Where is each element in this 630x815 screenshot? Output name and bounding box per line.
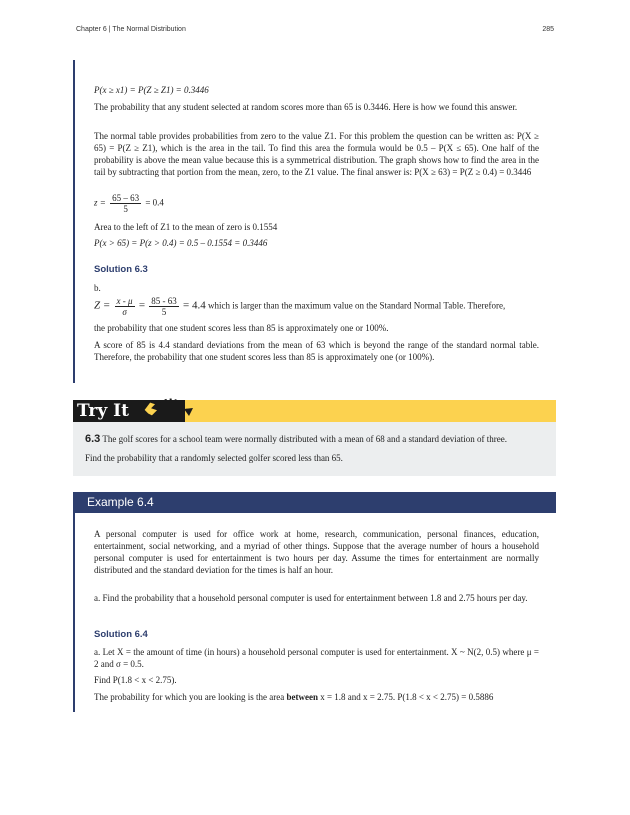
z-score-equation (94, 193, 539, 214)
solution-6-4-answer (94, 691, 539, 703)
try-it-box (73, 422, 556, 476)
paragraph-standard-deviations: A score of 85 is 4.4 standard deviations from the mean of 63 which is beyond the range of the standard normal table. Therefore, the probability that one student scores less than 85 is approximately one (or 100%). (94, 340, 539, 362)
example-side-bar (73, 513, 75, 712)
formula-fraction (115, 296, 135, 317)
example-question-a: a. Find the probability that a household personal computer is used for entertainment between 1.8 and 2.75 hours per day. (94, 593, 528, 603)
try-it-text: Try It (77, 401, 129, 421)
try-it-problem (85, 433, 545, 445)
paragraph-prob-one: the probability that one student scores less than 85 is approximately one or 100%. (94, 323, 389, 333)
z-lhs: z = (94, 197, 106, 208)
try-it-text-1: The golf scores for a school team were normally distributed with a mean of 68 and a standard deviation of three. (102, 434, 508, 444)
z-fraction (110, 193, 141, 214)
section-side-bar (73, 60, 75, 383)
z-score-equation-2 (94, 296, 539, 317)
solution-6-4-heading: Solution 6.4 (94, 629, 148, 640)
try-it-text-2: Find the probability that a randomly selected golfer scored less than 65. (85, 453, 343, 463)
z-numerator: 65 – 63 (112, 193, 140, 203)
z-label: Z = (94, 299, 111, 312)
z-denominator: 5 (123, 204, 128, 214)
try-it-arrow-icon (138, 396, 198, 424)
running-header-chapter: Chapter 6 | The Normal Distribution (76, 26, 186, 33)
equals-sign: = (138, 299, 146, 312)
example-paragraph: A personal computer is used for office work at home, research, communication, personal finances, education, entertainment, social networking, and a myriad of other things. Suppose that the average number of hours a household personal computer is used for entertainment is two hours per day. Assume the times for entertainment are normally distributed and the standard deviation for the times is half an hour. (94, 529, 539, 575)
answer-part-2: x = 1.8 and x = 2.75. P(1.8 < x < 2.75) = 0.5886 (317, 692, 494, 702)
value-fraction (149, 296, 179, 317)
formula-numerator: x - μ (116, 296, 133, 306)
example-title: Example 6.4 (87, 495, 154, 509)
paragraph-normal-table: The normal table provides probabilities from zero to the value Z1. For this problem the question can be written as: P(X ≥ 65) = P(Z ≥ Z1), which is the area in the tail. To find this area the formula would be 0.5 – P(X ≤ 65). One half of the probability is above the mean value because this is a symmetrical distribution. The graph shows how to find the area in the tail by subtracting that portion from the mean, zero, to the Z1 value. The final answer is: P(X ≥ 63) = P(Z ≥ 0.4) = 0.3446 (94, 131, 539, 177)
solution-6-4-part-a: a. Let X = the amount of time (in hours) a household personal computer is used for entertainment. X ~ N(2, 0.5) where μ = 2 and σ = 0.5. (94, 647, 539, 669)
z-result-text: which is larger than the maximum value on the Standard Normal Table. Therefore, (208, 300, 506, 311)
formula-denominator: σ (122, 307, 127, 317)
example-6-4-banner (73, 492, 556, 513)
solution-part-b: b. (94, 283, 101, 293)
z-result: = 4.4 (183, 299, 206, 312)
solution-6-3-heading: Solution 6.3 (94, 264, 148, 275)
answer-bold: between (286, 692, 318, 702)
z-rhs: = 0.4 (145, 197, 164, 208)
try-it-number: 6.3 (85, 433, 101, 445)
paragraph-area-left: Area to the left of Z1 to the mean of zero is 0.1554 (94, 222, 278, 232)
equation-tail-prob: P(x ≥ x1) = P(Z ≥ Z1) = 0.3446 (94, 85, 209, 95)
solution-6-4-find: Find P(1.8 < x < 2.75). (94, 675, 177, 685)
value-denominator: 5 (161, 307, 167, 317)
value-numerator: 85 - 63 (151, 296, 177, 306)
paragraph-answer: The probability that any student selected at random scores more than 65 is 0.3446. Here is how we found this answer. (94, 102, 518, 112)
equation-prob-result: P(x > 65) = P(z > 0.4) = 0.5 – 0.1554 = 0.3446 (94, 238, 268, 248)
answer-part-1: The probability for which you are looking is the area (94, 692, 287, 702)
page-number: 285 (542, 26, 554, 33)
